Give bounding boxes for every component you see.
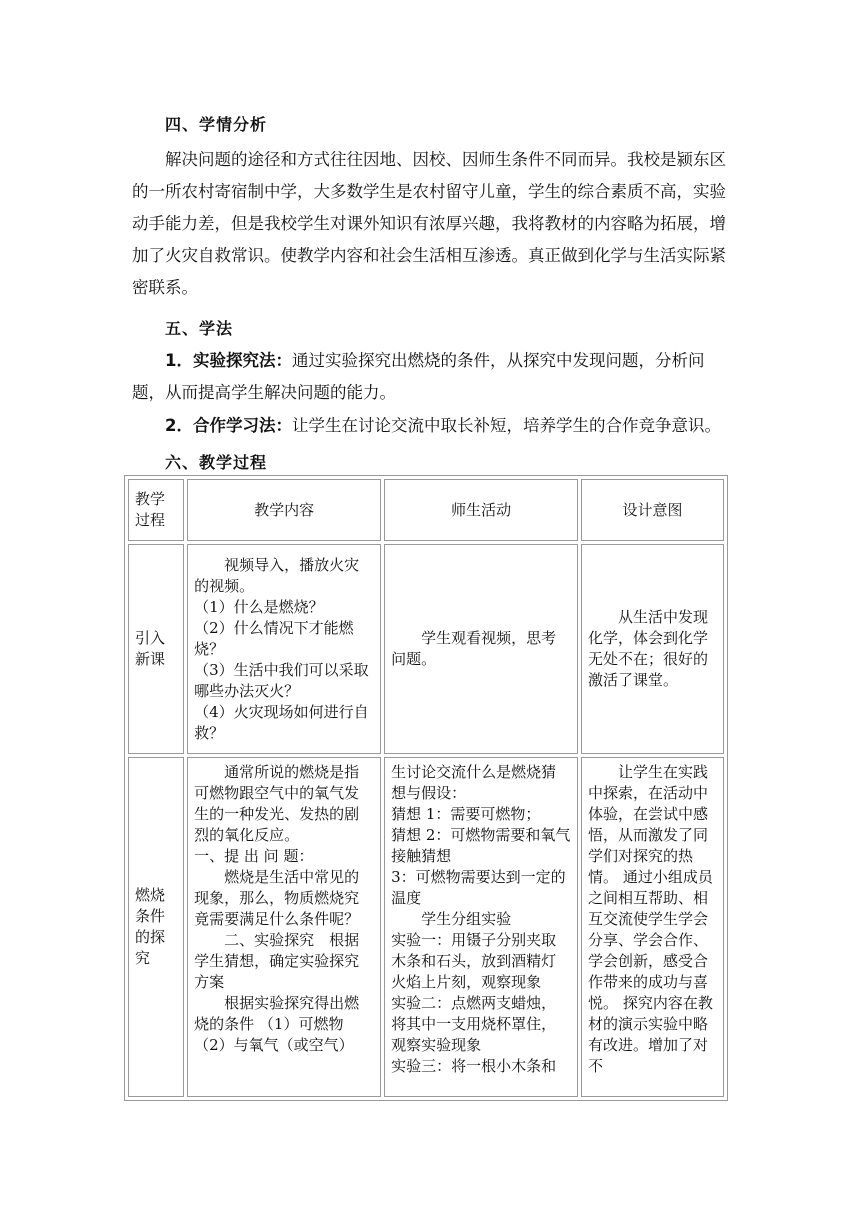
- row2-stage: 燃烧条件的探究: [128, 757, 184, 1097]
- row1-content-line: （1）什么是燃烧？: [194, 597, 324, 616]
- row2-activity-line: 学生分组实验: [421, 910, 512, 928]
- method-2-label: 2．合作学习法：: [165, 416, 292, 435]
- row2-content-line: 一、提 出 问 题：: [194, 847, 314, 865]
- row1-activity: [384, 544, 578, 754]
- learning-method-2: [132, 410, 732, 442]
- row2-content-line: 二、实验探究 根据学生猜想，确定实验探究方案: [194, 931, 360, 991]
- row2-content-line: 通常所说的燃烧是指可燃物跟空气中的氧气发生的一种发光、发热的剧烈的氧化反应。: [194, 763, 360, 844]
- row1-content: [187, 544, 381, 754]
- header-intent: 设计意图: [581, 479, 724, 541]
- row2-content-line: 根据实验探究得出燃烧的条件 （1）可燃物 （2）与氧气（或空气）: [194, 994, 360, 1054]
- row2-content-line: 燃烧是生活中常见的现象，那么，物质燃烧究竟需要满足什么条件呢？: [194, 868, 360, 928]
- table-row: [128, 544, 724, 754]
- row1-intent: [581, 544, 724, 754]
- row2-content: [187, 757, 381, 1097]
- row2-intent-text: 让学生在实践中探索，在活动中体验，在尝试中感悟，从而激发了同学们对探究的热情。 通过小组成员之间相互帮助、相互交流使学生学会分享、学会合作、学会创新，感受合作带来的成功与喜悦。 探究内容在教材的演示实验中略有改进。增加了对不: [588, 763, 713, 1075]
- row1-intent-text: 从生活中发现化学，体会到化学无处不在；很好的激活了课堂。: [588, 608, 709, 689]
- row2-activity-line: 生讨论交流什么是燃烧猜想与假设：: [391, 763, 557, 802]
- table-header-row: [128, 479, 724, 541]
- row2-activity-line: 猜想 1：需要可燃物；: [391, 805, 541, 823]
- teaching-process-table: [124, 475, 728, 1101]
- header-content: 教学内容: [187, 479, 381, 541]
- row1-activity-text: 学生观看视频，思考问题。: [391, 629, 557, 668]
- row2-intent: [581, 757, 724, 1097]
- learning-method-1: [132, 345, 732, 409]
- section-heading-student-analysis: 四、学情分析: [165, 115, 268, 134]
- section-heading-teaching-process: 六、教学过程: [165, 453, 268, 472]
- header-stage: 教学过程: [128, 479, 184, 541]
- header-activity: 师生活动: [384, 479, 578, 541]
- row2-activity-line: 3：可燃物需要达到一定的温度: [391, 868, 566, 907]
- row1-content-line: 视频导入，播放火灾的视频。: [194, 555, 360, 595]
- method-2-text: 让学生在讨论交流中取长补短，培养学生的合作竞争意识。: [291, 416, 721, 435]
- student-analysis-text: 解决问题的途径和方式往往因地、因校、因师生条件不同而异。我校是颍东区的一所农村寄宿制中学，大多数学生是农村留守儿童，学生的综合素质不高，实验动手能力差，但是我校学生对课外知识有浓厚兴趣，我将教材的内容略为拓展，增加了火灾自救常识。使教学内容和社会生活相互渗透。真正做到化学与生活实际紧密联系。: [132, 150, 726, 297]
- table-row: [128, 757, 724, 1097]
- method-1-text: 通过实验探究出燃烧的条件，从探究中发现问题，分析问题，从而提高学生解决问题的能力。: [132, 351, 705, 402]
- student-analysis-paragraph: [132, 144, 732, 304]
- row2-activity-line: 猜想 2：可燃物需要和氧气接触猜想: [391, 826, 571, 865]
- row1-content-line: （2）什么情况下才能燃烧？: [194, 618, 354, 658]
- row2-activity: [384, 757, 578, 1097]
- section-heading-learning-methods: 五、学法: [165, 319, 234, 338]
- row1-content-line: （3）生活中我们可以采取哪些办法灭火？: [194, 660, 369, 700]
- row2-activity-line: 实验三：将一根小木条和: [391, 1057, 557, 1075]
- method-1-label: 1．实验探究法：: [165, 351, 292, 370]
- row2-activity-line: 实验二：点燃两支蜡烛，将其中一支用烧杯罩住，观察实验现象: [391, 994, 557, 1054]
- row1-content-line: （4）火灾现场如何进行自救？: [194, 702, 369, 742]
- row2-activity-line: 实验一：用镊子分别夹取木条和石头，放到酒精灯火焰上片刻，观察现象: [391, 931, 557, 991]
- row1-stage: 引入新课: [128, 544, 184, 754]
